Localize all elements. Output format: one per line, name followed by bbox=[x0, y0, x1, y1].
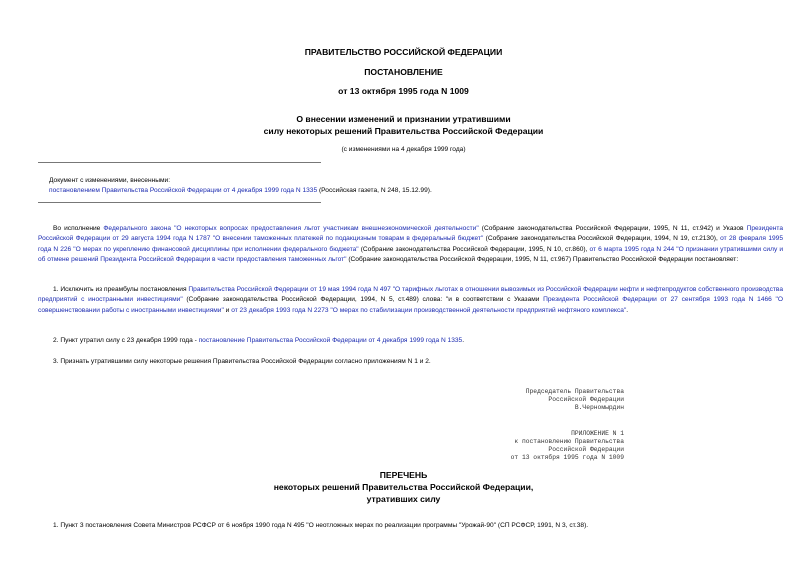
amendments-intro: Документ с изменениями, внесенными: bbox=[49, 177, 171, 184]
doc-type-heading: ПОСТАНОВЛЕНИЕ bbox=[364, 67, 443, 77]
appendix-header bbox=[511, 430, 624, 462]
bottom-divider bbox=[38, 202, 321, 203]
doc-title-line2: силу некоторых решений Правительства Российской Федерации bbox=[263, 126, 544, 136]
resolution-1335-link[interactable]: постановление Правительства Российской Федерации от 4 декабря 1999 года N 1335 bbox=[198, 337, 463, 344]
list-subtitle-2: утративших силу bbox=[366, 494, 441, 504]
item1-text-2: (Собрание законодательства Российской Федерации, 1994, N 5, ст.489) слова: "и в соответствии с Указами bbox=[182, 296, 544, 304]
item1-text-3: и bbox=[223, 306, 232, 314]
amended-note: (с изменениями на 4 декабря 1999 года) bbox=[341, 146, 466, 153]
signature-line-1: Председатель Правительства bbox=[525, 388, 624, 395]
decree-1787-link[interactable]: Президента Российской Федерации от 29 августа 1994 года N 1787 "О внесении таможенных платежей по подакцизным товарам в федеральный бюджет" bbox=[38, 225, 784, 243]
preamble-text-3: (Собрание законодательства Российской Федерации, 1994, N 19, ст.2130), bbox=[483, 235, 721, 243]
doc-date-number: от 13 октября 1995 года N 1009 bbox=[338, 86, 469, 96]
appendix-line-4: от 13 октября 1995 года N 1009 bbox=[510, 454, 624, 461]
federal-law-link[interactable]: Федерального закона "О некоторых вопросах предоставления льгот участникам внешнеэкономической деятельности" bbox=[103, 225, 479, 232]
amendments-note bbox=[49, 176, 432, 195]
amendments-source bbox=[49, 186, 432, 196]
top-divider bbox=[38, 162, 321, 163]
government-heading: ПРАВИТЕЛЬСТВО РОССИЙСКОЙ ФЕДЕРАЦИИ bbox=[304, 47, 503, 57]
preamble-paragraph bbox=[38, 224, 783, 266]
item1-text-4: . bbox=[626, 306, 629, 314]
amendments-tail: (Российская газета, N 248, 15.12.99). bbox=[317, 186, 432, 194]
decree-1466-link[interactable]: Президента Российской Федерации от 27 сентября 1993 года N 1466 "О совершенствовании работы с иностранными инвестициями" bbox=[38, 296, 783, 314]
decree-244-link[interactable]: от 6 марта 1995 года N 244 "О признании утратившими силу и об отмене решений Президента Российской Федерации в части предоставления таможенных льгот" bbox=[38, 245, 784, 264]
decree-2273-link[interactable]: от 23 декабря 1993 года N 2273 "О мерах по стабилизации производственной деятельности предприятий нефтяного комплекса" bbox=[231, 306, 627, 314]
resolution-497-link[interactable]: Правительства Российской Федерации от 19 мая 1994 года N 497 "О тарифных льготах в отношении вывозимых из Российской Федерации нефти и нефтепродуктов собственного производства предприятий с иностранными инвестициями" bbox=[38, 286, 783, 304]
amending-decree-link[interactable]: постановлением Правительства Российской Федерации от 4 декабря 1999 года N 1335 bbox=[49, 186, 318, 194]
item2-text-1: 2. Пункт утратил силу с 23 декабря 1999 года - bbox=[53, 337, 199, 344]
item-2-paragraph bbox=[38, 336, 783, 346]
appendix-line-3: Российской Федерации bbox=[548, 446, 624, 453]
signature-block bbox=[526, 388, 624, 412]
item2-text-2: . bbox=[462, 337, 465, 344]
decree-226-link[interactable]: от 28 февраля 1995 года N 226 "О мерах по укреплению финансовой дисциплины при исполнении федерального бюджета" bbox=[38, 235, 783, 253]
signature-line-2: Российской Федерации bbox=[548, 396, 624, 403]
list-item-1: 1. Пункт 3 постановления Совета Министров РСФСР от 6 ноября 1990 года N 495 "О неотложных мерах по реализации программы "Урожай-90" (СП РСФСР, 1991, N 3, ст.38). bbox=[53, 522, 589, 529]
item1-text-1: 1. Исключить из преамбулы постановления bbox=[53, 286, 189, 293]
signature-line-3: В.Черномырдин bbox=[574, 404, 624, 411]
preamble-text-5: (Собрание законодательства Российской Федерации, 1995, N 11, ст.967) Правительство Российской Федерации постановляет: bbox=[346, 256, 739, 264]
preamble-text-1: Во исполнение bbox=[53, 225, 104, 232]
list-title: ПЕРЕЧЕНЬ bbox=[379, 470, 428, 480]
item-3-paragraph: 3. Признать утратившими силу некоторые решения Правительства Российской Федерации согласно приложениям N 1 и 2. bbox=[53, 358, 431, 365]
preamble-text-4: (Собрание законодательства Российской Федерации, 1995, N 10, ст.860), bbox=[358, 245, 590, 253]
list-subtitle-1: некоторых решений Правительства Российской Федерации, bbox=[273, 482, 534, 492]
appendix-line-1: ПРИЛОЖЕНИЕ N 1 bbox=[571, 430, 624, 437]
appendix-line-2: к постановлению Правительства bbox=[514, 438, 624, 445]
item-1-paragraph bbox=[38, 285, 783, 316]
preamble-text-2: (Собрание законодательства Российской Федерации, 1995, N 11, ст.942) и Указов bbox=[478, 225, 747, 232]
doc-title-line1: О внесении изменений и признании утратившими bbox=[296, 114, 511, 124]
